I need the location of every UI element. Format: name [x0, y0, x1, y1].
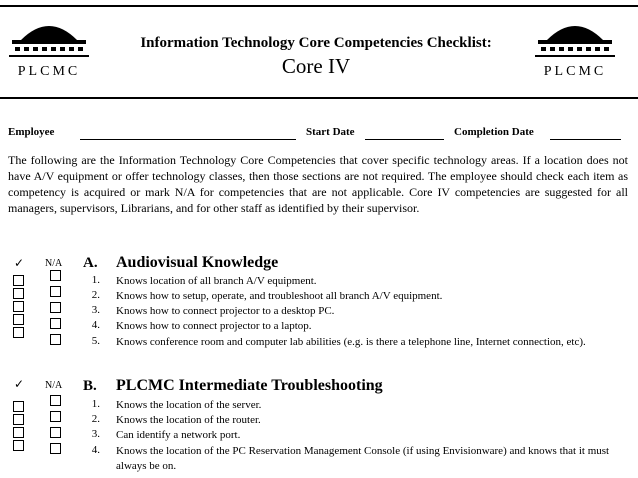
- check-box[interactable]: [13, 314, 24, 325]
- item-number: 1.: [91, 398, 100, 410]
- check-box[interactable]: [13, 327, 24, 338]
- item-number: 2.: [91, 413, 100, 425]
- item-number: 5.: [91, 335, 100, 347]
- item-number: 4.: [91, 319, 100, 331]
- na-column-header: N/A: [45, 258, 63, 269]
- na-box[interactable]: [50, 443, 61, 454]
- plcmc-logo-left: [7, 14, 91, 84]
- start-date-field[interactable]: [365, 139, 444, 140]
- check-box[interactable]: [13, 275, 24, 286]
- na-box[interactable]: [50, 427, 61, 438]
- checklist-item: Can identify a network port.: [116, 429, 241, 441]
- check-box[interactable]: [13, 301, 24, 312]
- na-box[interactable]: [50, 334, 61, 345]
- check-box[interactable]: [13, 427, 24, 438]
- na-box[interactable]: [50, 270, 61, 281]
- check-box[interactable]: [13, 414, 24, 425]
- na-box[interactable]: [50, 318, 61, 329]
- library-building-icon: [533, 14, 617, 64]
- plcmc-logo-right: [533, 14, 617, 84]
- item-number: 3.: [91, 304, 100, 316]
- item-number: 2.: [91, 289, 100, 301]
- start-date-label: Start Date: [306, 126, 355, 138]
- completion-date-label: Completion Date: [454, 126, 534, 138]
- completion-date-field[interactable]: [550, 139, 621, 140]
- check-box[interactable]: [13, 440, 24, 451]
- logo-text: PLCMC: [17, 64, 81, 79]
- na-box[interactable]: [50, 411, 61, 422]
- section-letter: A.: [83, 255, 98, 271]
- checklist-item: Knows the location of the PC Reservation Management Console (if using Envisionware) and knows that it must always be on.: [116, 445, 610, 472]
- checklist-item: Knows the location of the server.: [116, 399, 262, 411]
- logo-text: PLCMC: [543, 64, 607, 79]
- checklist-item: Knows how to connect projector to a laptop.: [116, 320, 312, 332]
- check-box[interactable]: [13, 288, 24, 299]
- checklist-item: Knows how to connect projector to a desktop PC.: [116, 305, 335, 317]
- section-title: Audiovisual Knowledge: [116, 254, 279, 271]
- na-box[interactable]: [50, 395, 61, 406]
- checklist-item: Knows the location of the router.: [116, 414, 261, 426]
- item-number: 3.: [91, 428, 100, 440]
- section-title: PLCMC Intermediate Troubleshooting: [116, 377, 383, 394]
- check-box[interactable]: [13, 401, 24, 412]
- document-subtitle: Core IV: [281, 54, 351, 78]
- na-column-header: N/A: [45, 380, 63, 391]
- na-box[interactable]: [50, 286, 61, 297]
- employee-field[interactable]: [80, 139, 296, 140]
- header-rule: [0, 97, 638, 99]
- item-number: 4.: [91, 444, 100, 456]
- document-title: Information Technology Core Competencies Checklist:: [140, 35, 492, 51]
- intro-paragraph: The following are the Information Technology Core Competencies that cover specific technology areas. If a location does not have A/V equipment or offer technology classes, then those sections are not required. The employee should check each item as competency is acquired or mark N/A for competencies that are not applicable. Core IV competencies are suggested for all managers, supervisors, Librarians, and for other staff as identified by their supervisor.: [8, 153, 628, 215]
- item-number: 1.: [91, 274, 100, 286]
- employee-label: Employee: [8, 126, 55, 138]
- top-rule: [0, 5, 638, 7]
- na-box[interactable]: [50, 302, 61, 313]
- section-letter: B.: [83, 378, 97, 394]
- check-column-header: ✓: [14, 256, 25, 270]
- checklist-item: Knows how to setup, operate, and troubleshoot all branch A/V equipment.: [116, 290, 443, 302]
- library-building-icon: [7, 14, 91, 64]
- check-column-header: ✓: [14, 377, 25, 391]
- checklist-item: Knows conference room and computer lab abilities (e.g. is there a telephone line, Internet connection, etc).: [116, 336, 586, 348]
- checklist-item: Knows location of all branch A/V equipment.: [116, 275, 317, 287]
